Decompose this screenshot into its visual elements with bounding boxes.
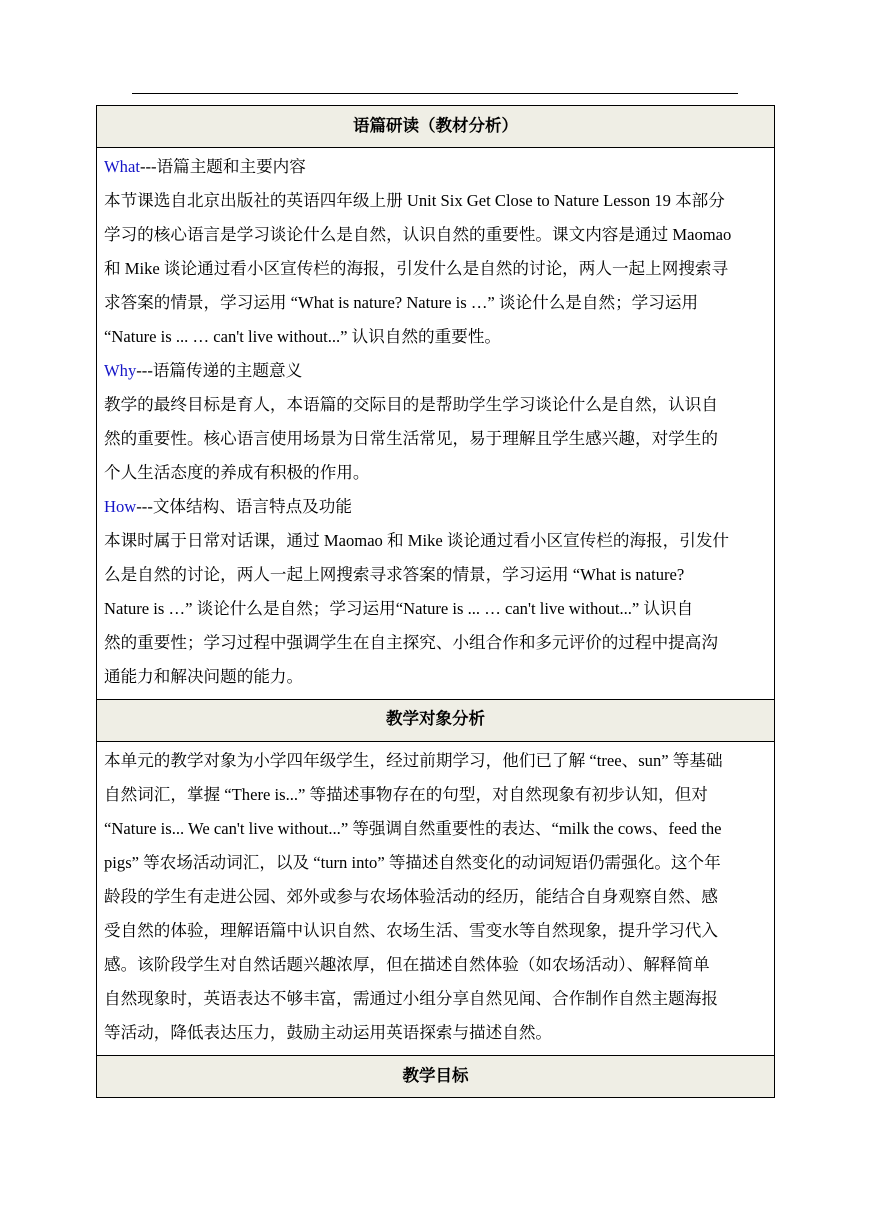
- learners-line: 感。该阶段学生对自然话题兴趣浓厚，但在描述自然体验（如农场活动）、解释简单: [104, 955, 710, 974]
- what-line: 学习的核心语言是学习谈论什么是自然，认识自然的重要性。课文内容是通过 Maomao: [104, 225, 732, 244]
- how-label: How: [104, 497, 137, 516]
- how-line: 然的重要性；学习过程中强调学生在自主探究、小组合作和多元评价的过程中提高沟: [104, 633, 718, 652]
- what-heading: [104, 150, 767, 184]
- learners-line: 本单元的教学对象为小学四年级学生，经过前期学习，他们已了解 “tree、sun” 等基础: [104, 751, 723, 770]
- reading-body-cell: [97, 148, 775, 700]
- how-line: 通能力和解决问题的能力。: [104, 667, 304, 686]
- learners-header: 教学对象分析: [386, 709, 485, 728]
- objectives-header-row: [97, 1056, 775, 1098]
- learners-line: 自然词汇，掌握 “There is...” 等描述事物存在的句型，对自然现象有初步认知，但对: [104, 785, 708, 804]
- why-line: 然的重要性。核心语言使用场景为日常生活常见，易于理解且学生感兴趣，对学生的: [104, 429, 718, 448]
- why-title: ---语篇传递的主题意义: [136, 361, 303, 380]
- learners-line: 龄段的学生有走进公园、郊外或参与农场体验活动的经历，能结合自身观察自然、感: [104, 887, 718, 906]
- learners-line: pigs” 等农场活动词汇，以及 “turn into” 等描述自然变化的动词短语仍需强化。这个年: [104, 853, 721, 872]
- what-title: ---语篇主题和主要内容: [139, 157, 306, 176]
- why-line: 个人生活态度的养成有积极的作用。: [104, 463, 370, 482]
- learners-body-row: [97, 742, 775, 1056]
- objectives-header: 教学目标: [402, 1066, 469, 1085]
- how-line: 本课时属于日常对话课，通过 Maomao 和 Mike 谈论通过看小区宣传栏的海报，引发什: [104, 531, 730, 550]
- objectives-header-cell: [97, 1056, 775, 1098]
- lesson-plan-table: [96, 105, 775, 1098]
- why-heading: [104, 354, 767, 388]
- reading-header-row: [97, 106, 775, 148]
- learners-line: 等活动，降低表达压力，鼓励主动运用英语探索与描述自然。: [104, 1023, 553, 1042]
- how-line: Nature is …” 谈论什么是自然；学习运用“Nature is ... … can't live without...” 认识自: [104, 599, 694, 618]
- what-line: 本节课选自北京出版社的英语四年级上册 Unit Six Get Close to Nature Lesson 19 本部分: [104, 191, 725, 210]
- what-line: “Nature is ... … can't live without...” 认识自然的重要性。: [104, 327, 502, 346]
- learners-line: 自然现象时，英语表达不够丰富，需通过小组分享自然见闻、合作制作自然主题海报: [104, 989, 718, 1008]
- why-label: Why: [104, 361, 137, 380]
- how-line: 么是自然的讨论，两人一起上网搜索寻求答案的情景，学习运用 “What is nature?: [104, 565, 685, 584]
- learners-header-cell: [97, 700, 775, 742]
- how-heading: [104, 490, 767, 524]
- reading-header: 语篇研读（教材分析）: [353, 116, 518, 135]
- how-title: ---文体结构、语言特点及功能: [136, 497, 352, 516]
- what-line: 和 Mike 谈论通过看小区宣传栏的海报，引发什么是自然的讨论，两人一起上网搜索寻: [104, 259, 729, 278]
- header-rule: [132, 93, 738, 94]
- what-label: What: [104, 157, 140, 176]
- learners-header-row: [97, 700, 775, 742]
- learners-line: 受自然的体验，理解语篇中认识自然、农场生活、雪变水等自然现象，提升学习代入: [104, 921, 718, 940]
- reading-header-cell: [97, 106, 775, 148]
- why-line: 教学的最终目标是育人，本语篇的交际目的是帮助学生学习谈论什么是自然，认识自: [104, 395, 718, 414]
- learners-line: “Nature is... We can't live without...” 等强调自然重要性的表达、“milk the cows、feed the: [104, 819, 722, 838]
- learners-body-cell: [97, 742, 775, 1056]
- what-line: 求答案的情景，学习运用 “What is nature? Nature is …” 谈论什么是自然；学习运用: [104, 293, 699, 312]
- reading-body-row: [97, 148, 775, 700]
